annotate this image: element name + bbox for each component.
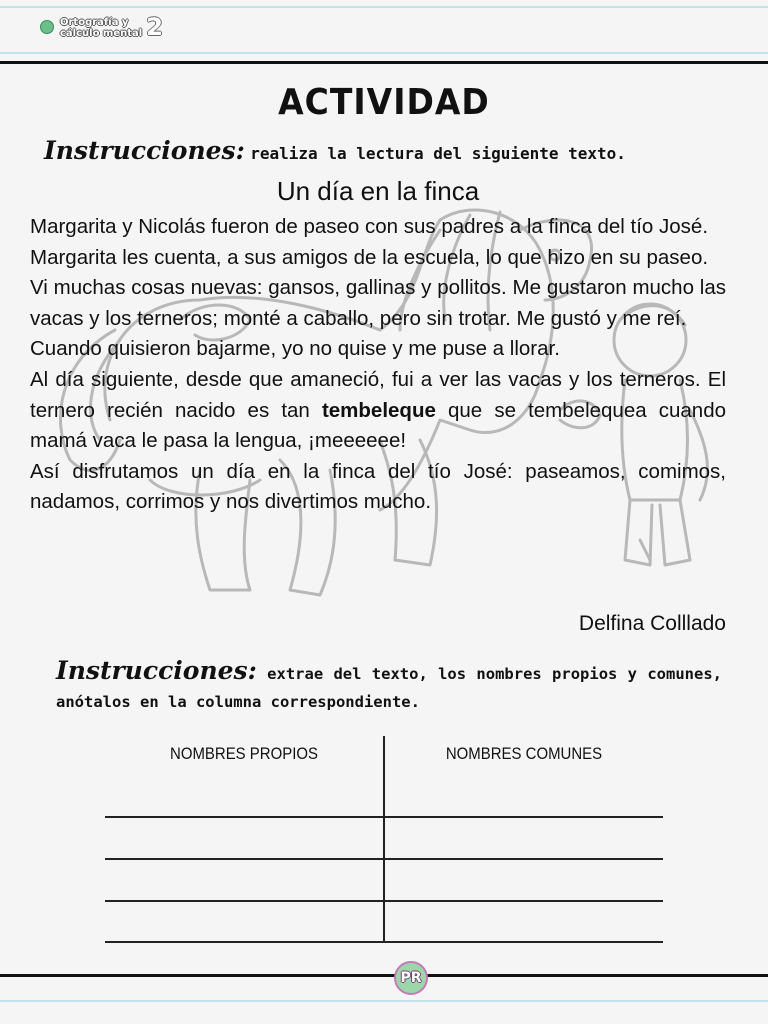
story-paragraph: Margarita les cuenta, a sus amigos de la escuela, lo que hizo en su paseo.: [30, 245, 709, 269]
header-rule: [0, 61, 768, 64]
nouns-table: [105, 736, 663, 944]
footer-logo: PR: [394, 961, 428, 995]
story-bold-word: tembeleque: [321, 398, 436, 422]
column-divider: [383, 736, 385, 943]
brand-logo: [40, 13, 163, 41]
answer-line[interactable]: [105, 900, 663, 902]
story-title: Un día en la finca: [276, 176, 480, 206]
column-header-common-nouns: NOMBRES COMUNES: [445, 744, 603, 763]
story-paragraph: Cuando quisieron bajarme, yo no quise y me puse a llorar.: [30, 337, 560, 361]
answer-line[interactable]: [105, 858, 663, 860]
brand-text: [60, 17, 142, 39]
brand-line-1: Ortografía y: [60, 17, 129, 28]
footer-rule: [0, 974, 768, 977]
instructions-label: Instrucciones:: [44, 136, 245, 165]
instructions-text: realiza la lectura del siguiente texto.: [250, 144, 626, 163]
instructions-reading: [44, 136, 744, 165]
story-text-span: que se tembelequea cuando mamá vaca le pasa la lengua, ¡meeeeee!: [30, 398, 726, 453]
instructions-text: extrae del texto, los nombres propios y comunes, anótalos en la columna correspondiente.: [56, 665, 722, 711]
page-title: ACTIVIDAD: [278, 80, 490, 123]
footer-decor-line: [0, 1000, 768, 1002]
instructions-label: Instrucciones:: [56, 656, 257, 685]
story-text-span: Al día siguiente, desde que amaneció, fui a ver las vacas y los terneros. El ternero recién nacido es tan: [30, 367, 726, 422]
header-decor-line: [0, 52, 768, 54]
instructions-extract: [56, 656, 722, 716]
page-header: [0, 0, 768, 62]
story-author: Delfina Colllado: [578, 612, 726, 635]
story-paragraph: Así disfrutamos un día en la finca del tío José: paseamos, comimos, nadamos, corrimos y nos divertimos mucho.: [30, 459, 726, 514]
answer-line[interactable]: [105, 816, 663, 818]
story-text: [30, 212, 726, 518]
story-paragraph: [30, 365, 726, 457]
brand-line-2: cálculo mental: [60, 28, 143, 39]
answer-line[interactable]: [105, 941, 663, 943]
header-decor-line: [0, 6, 768, 8]
column-header-proper-nouns: NOMBRES PROPIOS: [170, 744, 318, 763]
brand-badge-icon: [40, 20, 54, 34]
story-paragraph: Margarita y Nicolás fueron de paseo con sus padres a la finca del tío José.: [30, 215, 709, 238]
story-paragraph: Vi muchas cosas nuevas: gansos, gallinas y pollitos. Me gustaron mucho las vacas y los terneros; monté a caballo, pero sin trotar. Me gustó y me reí.: [30, 276, 726, 330]
brand-number: 2: [146, 13, 163, 41]
